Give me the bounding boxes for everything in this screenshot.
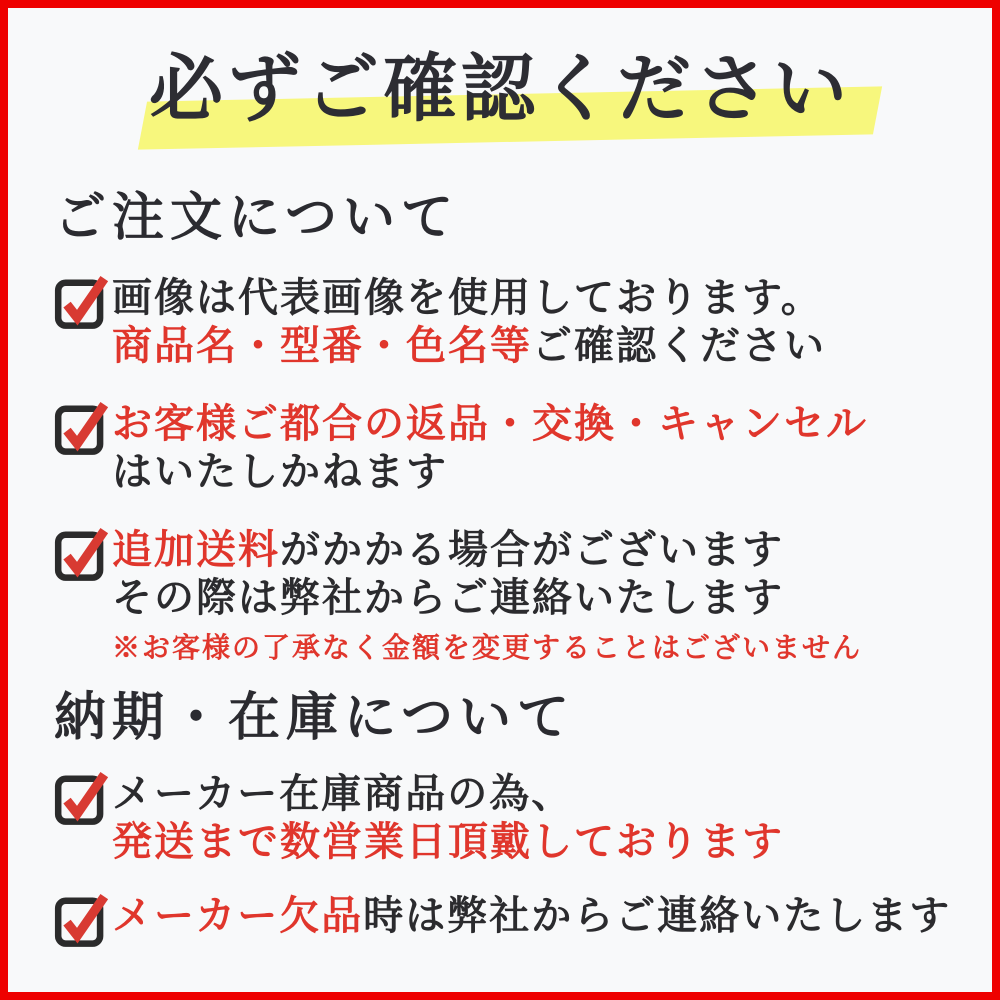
text-segment: はいたしかねます: [112, 449, 448, 494]
text-segment: 時は弊社からご連絡いたします: [363, 893, 952, 938]
item-line: [112, 400, 868, 448]
item-text: [112, 526, 862, 666]
page-title: [8, 38, 992, 158]
text-segment: 発送まで数営業日頂戴しております: [112, 819, 784, 864]
item-text: [112, 400, 868, 496]
item-line: [112, 274, 826, 322]
text-segment: 商品名・型番・色名等: [112, 323, 532, 368]
item-line: [112, 448, 868, 496]
item-line: [112, 770, 784, 818]
text-segment: メーカー在庫商品の為、: [112, 771, 574, 816]
text-segment: メーカー欠品: [112, 893, 364, 938]
text-segment: その際は弊社からご連絡いたします: [112, 575, 784, 620]
text-segment: ご確認ください: [532, 323, 826, 368]
checklist-item: [54, 400, 972, 496]
checkbox-checked-icon: [54, 522, 108, 582]
item-line: [112, 818, 784, 866]
section-heading-stock: 納期・在庫について: [54, 690, 575, 747]
item-text: [112, 274, 826, 370]
item-line: [112, 574, 862, 622]
text-segment: お客様ご都合の返品・交換・キャンセル: [112, 401, 868, 446]
checkbox-checked-icon: [54, 766, 108, 826]
item-line: [112, 526, 862, 574]
note-text: ※お客様の了承なく金額を変更することはございません: [112, 633, 863, 664]
page-title-text: 必ずご確認ください: [149, 49, 851, 131]
item-text: [112, 892, 951, 940]
checkbox-checked-icon: [54, 888, 108, 948]
checkbox-checked-icon: [54, 270, 108, 330]
item-line: [112, 892, 951, 940]
section-heading-order: ご注文について: [54, 190, 459, 247]
text-segment: 追加送料: [112, 527, 280, 572]
checklist-item: [54, 892, 972, 948]
checklist-item: [54, 274, 972, 370]
text-segment: がかかる場合がございます: [280, 527, 784, 572]
checklist-item: [54, 526, 972, 666]
item-line: [112, 322, 826, 370]
item-text: [112, 770, 784, 866]
checklist-item: [54, 770, 972, 866]
text-segment: 画像は代表画像を使用しております。: [112, 275, 823, 320]
checkbox-checked-icon: [54, 396, 108, 456]
